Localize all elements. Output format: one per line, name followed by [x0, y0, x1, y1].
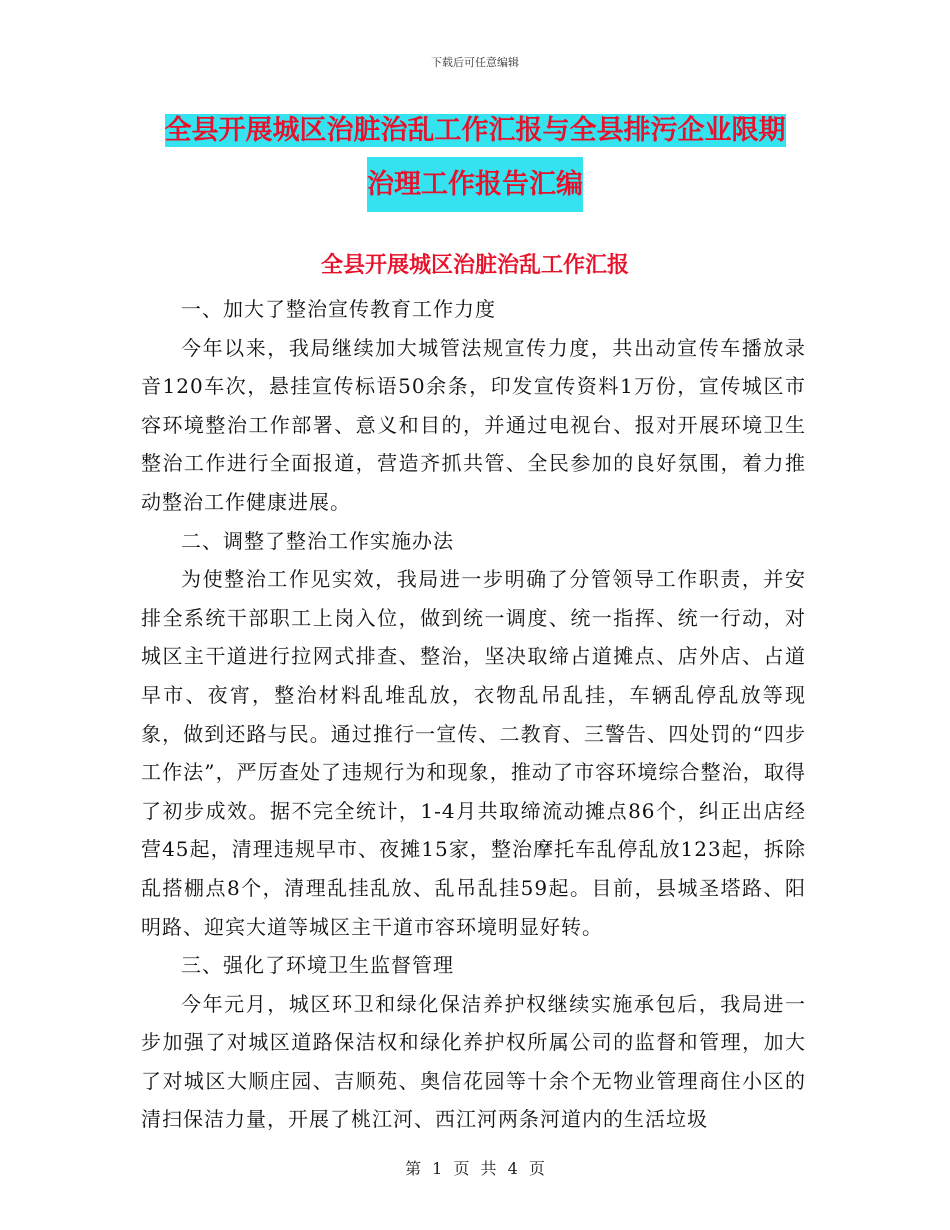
section-heading-2: 二、调整了整治工作实施办法 [181, 528, 454, 553]
document-title [0, 104, 950, 212]
section-heading-3: 三、强化了环境卫生监督管理 [181, 953, 454, 978]
document-body [141, 290, 806, 1139]
page-footer: 第 1 页 共 4 页 [405, 1159, 545, 1178]
header-note: 下载后可任意编辑 [431, 56, 519, 69]
paragraph-2: 为使整治工作见实效，我局进一步明确了分管领导工作职责，并安排全系统干部职工上岗入位，做到统一调度、统一指挥、统一行动，对城区主干道进行拉网式排查、整治，坚决取缔占道摊点、店外店、占道早市、夜宵，整治材料乱堆乱放，衣物乱吊乱挂，车辆乱停乱放等现象，做到还路与民。通过推行一宣传、二教育、三警告、四处罚的“四步工作法”，严厉查处了违规行为和现象，推动了市容环境综合整治，取得了初步成效。据不完全统计，1-4月共取缔流动摊点86个，纠正出店经营45起，清理违规早市、夜摊15家，整治摩托车乱停乱放123起，拆除乱搭棚点8个，清理乱挂乱放、乱吊乱挂59起。目前，县城圣塔路、阳明路、迎宾大道等城区主干道市容环境明显好转。 [141, 567, 806, 939]
section-heading-1: 一、加大了整治宣传教育工作力度 [181, 297, 496, 321]
paragraph-1: 今年以来，我局继续加大城管法规宣传力度，共出动宣传车播放录音120车次，悬挂宣传标语50余条，印发宣传资料1万份，宣传城区市容环境整治工作部署、意义和目的，并通过电视台、报对开展环境卫生整治工作进行全面报道，营造齐抓共管、全民参加的良好氛围，着力推动整治工作健康进展。 [141, 335, 806, 514]
section-title: 全县开展城区治脏治乱工作汇报 [320, 253, 629, 278]
document-title-line1: 全县开展城区治脏治乱工作汇报与全县排污企业限期 [164, 115, 786, 146]
paragraph-3: 今年元月，城区环卫和绿化保洁养护权继续实施承包后，我局进一步加强了对城区道路保洁权和绿化养护权所属公司的监督和管理，加大了对城区大顺庄园、吉顺苑、奥信花园等十余个无物业管理商住小区的清扫保洁力量，开展了桃江河、西江河两条河道内的生活垃圾 [141, 991, 806, 1132]
document-title-line2: 治理工作报告汇编 [367, 157, 583, 212]
